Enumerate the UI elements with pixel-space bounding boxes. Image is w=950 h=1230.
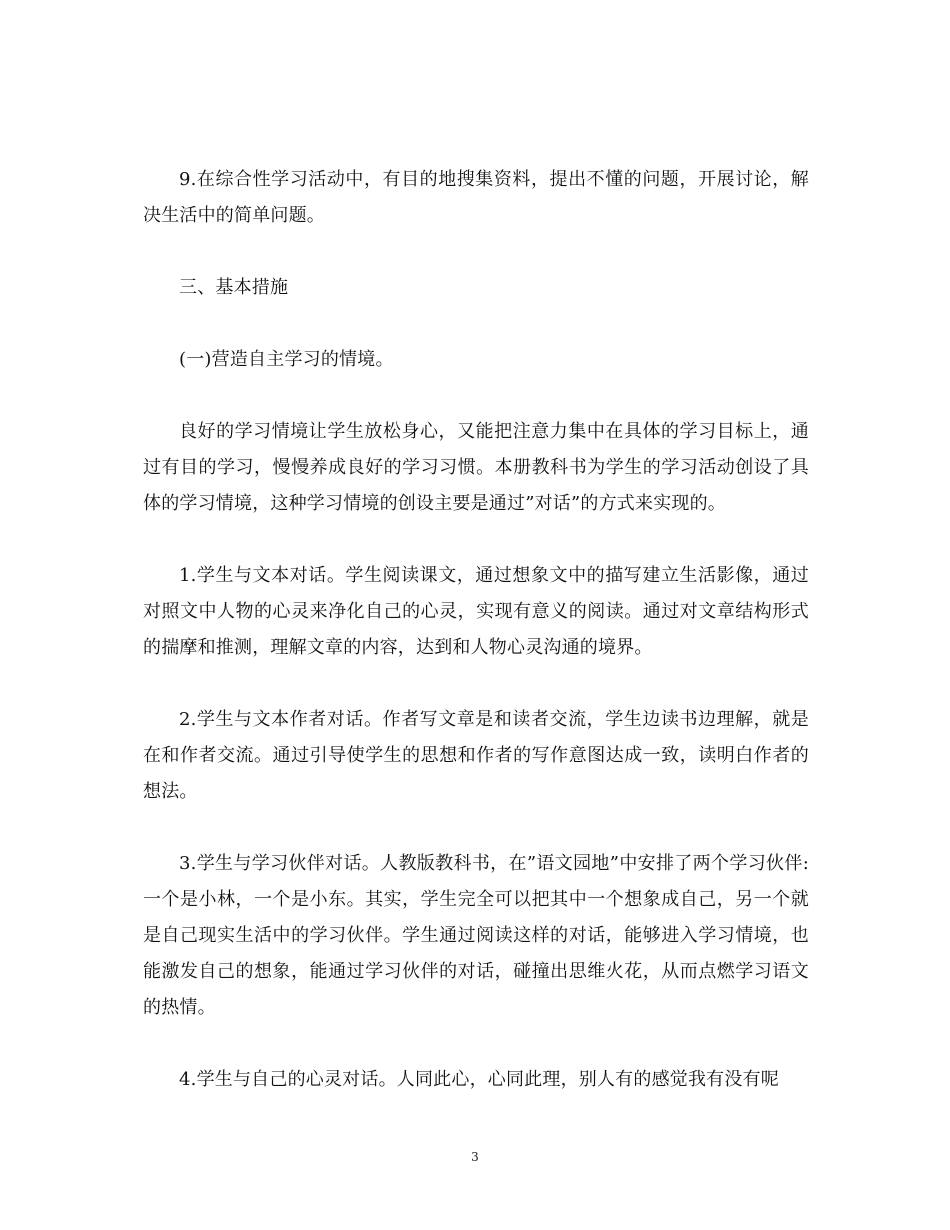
subsection-heading-learning-context: (一)营造自主学习的情境。 xyxy=(179,349,394,370)
paragraph-learning-context: 良好的学习情境让学生放松身心，又能把注意力集中在具体的学习目标上，通过有目的学习，慢慢养成良好的学习习惯。本册教科书为学生的学习活动创设了具体的学习情境，这种学习情境的创设主要是通过”对话”的方式来实现的。 xyxy=(143,421,809,514)
document-body xyxy=(143,162,809,1098)
paragraph-dialogue-with-author: 2.学生与文本作者对话。作者写文章是和读者交流，学生边读书边理解，就是在和作者交流。通过引导使学生的思想和作者的写作意图达成一致，读明白作者的想法。 xyxy=(143,709,809,802)
section-heading-basic-measures: 三、基本措施 xyxy=(179,277,289,298)
paragraph-dialogue-with-partner: 3.学生与学习伙伴对话。人教版教科书，在”语文园地”中安排了两个学习伙伴:一个是小林，一个是小东。其实，学生完全可以把其中一个想象成自己，另一个就是自己现实生活中的学习伙伴。学生通过阅读这样的对话，能够进入学习情境，也能激发自己的想象，能通过学习伙伴的对话，碰撞出思维火花，从而点燃学习语文的热情。 xyxy=(143,853,809,1018)
paragraph-item-9: 9.在综合性学习活动中，有目的地搜集资料，提出不懂的问题，开展讨论，解决生活中的简单问题。 xyxy=(143,169,809,226)
page-number: 3 xyxy=(471,1150,479,1164)
paragraph-dialogue-with-text: 1.学生与文本对话。学生阅读课文，通过想象文中的描写建立生活影像，通过对照文中人物的心灵来净化自己的心灵，实现有意义的阅读。通过对文章结构形式的揣摩和推测，理解文章的内容，达到和人物心灵沟通的境界。 xyxy=(143,565,809,658)
paragraph-dialogue-with-self: 4.学生与自己的心灵对话。人同此心，心同此理，别人有的感觉我有没有呢 xyxy=(179,1069,779,1090)
